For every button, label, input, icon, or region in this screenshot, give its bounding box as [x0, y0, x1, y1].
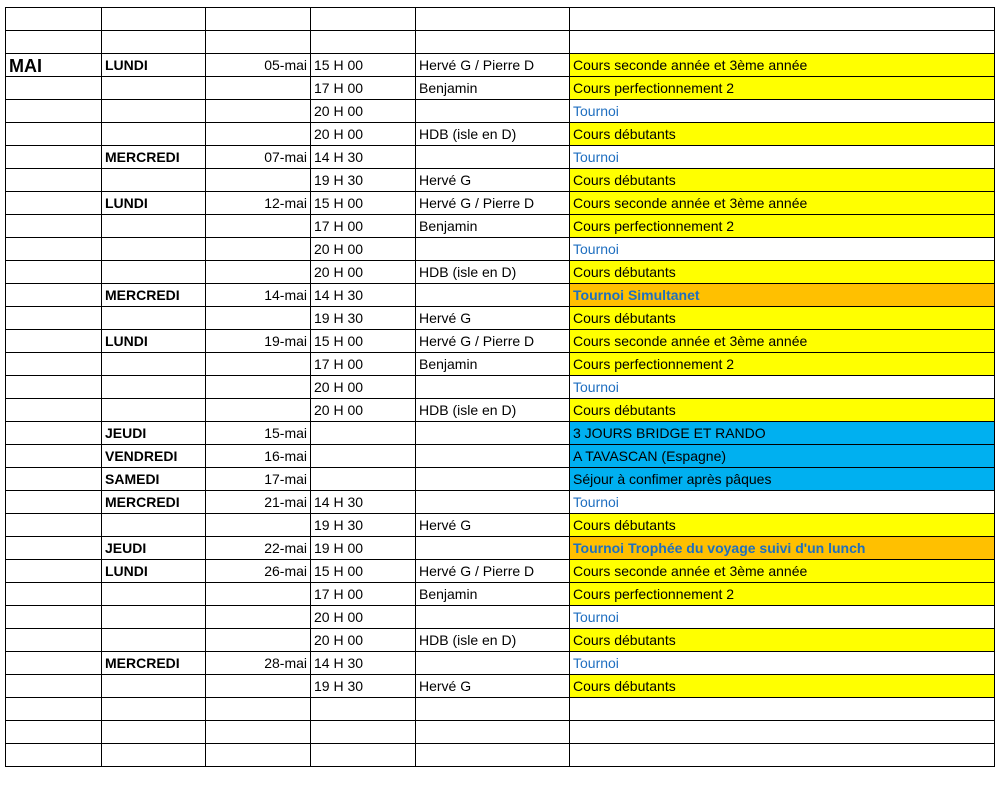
date-cell[interactable]: 26-mai: [206, 560, 311, 583]
date-cell[interactable]: [206, 629, 311, 652]
month-cell[interactable]: [6, 606, 102, 629]
month-cell[interactable]: [6, 468, 102, 491]
day-cell[interactable]: [102, 238, 206, 261]
activity-cell[interactable]: [570, 721, 995, 744]
date-cell[interactable]: 16-mai: [206, 445, 311, 468]
table-row: [6, 698, 995, 721]
day-cell[interactable]: [102, 77, 206, 100]
month-cell[interactable]: [6, 238, 102, 261]
time-cell[interactable]: 19 H 00: [311, 537, 416, 560]
day-cell[interactable]: [102, 744, 206, 767]
day-cell[interactable]: LUNDI: [102, 192, 206, 215]
time-cell[interactable]: 17 H 00: [311, 583, 416, 606]
table-row: [6, 376, 995, 399]
date-cell[interactable]: [206, 8, 311, 31]
instructor-cell[interactable]: Hervé G: [416, 169, 570, 192]
time-cell[interactable]: 20 H 00: [311, 399, 416, 422]
date-cell[interactable]: 12-mai: [206, 192, 311, 215]
table-row: [6, 54, 995, 77]
activity-cell[interactable]: 3 JOURS BRIDGE ET RANDO: [570, 422, 995, 445]
table-row: [6, 215, 995, 238]
table-row: [6, 261, 995, 284]
table-row: [6, 192, 995, 215]
day-cell[interactable]: [102, 261, 206, 284]
activity-cell[interactable]: Séjour à confimer après pâques: [570, 468, 995, 491]
day-cell[interactable]: [102, 123, 206, 146]
activity-cell[interactable]: A TAVASCAN (Espagne): [570, 445, 995, 468]
day-cell[interactable]: [102, 376, 206, 399]
date-cell[interactable]: [206, 238, 311, 261]
activity-cell[interactable]: [570, 698, 995, 721]
time-cell[interactable]: 17 H 00: [311, 353, 416, 376]
month-cell[interactable]: [6, 146, 102, 169]
table-row: [6, 652, 995, 675]
activity-cell[interactable]: [570, 31, 995, 54]
instructor-cell[interactable]: [416, 31, 570, 54]
activity-cell[interactable]: Tournoi: [570, 238, 995, 261]
date-cell[interactable]: 22-mai: [206, 537, 311, 560]
date-cell[interactable]: [206, 77, 311, 100]
month-cell[interactable]: MAI: [6, 54, 102, 77]
day-cell[interactable]: [102, 307, 206, 330]
date-cell[interactable]: [206, 744, 311, 767]
date-cell[interactable]: [206, 123, 311, 146]
month-cell[interactable]: [6, 123, 102, 146]
day-cell[interactable]: MERCREDI: [102, 284, 206, 307]
instructor-cell[interactable]: [416, 491, 570, 514]
date-cell[interactable]: 15-mai: [206, 422, 311, 445]
date-cell[interactable]: [206, 307, 311, 330]
instructor-cell[interactable]: [416, 376, 570, 399]
month-cell[interactable]: [6, 8, 102, 31]
day-cell[interactable]: JEUDI: [102, 422, 206, 445]
day-cell[interactable]: JEUDI: [102, 537, 206, 560]
activity-cell[interactable]: Cours débutants: [570, 307, 995, 330]
table-row: [6, 537, 995, 560]
activity-cell[interactable]: Tournoi: [570, 376, 995, 399]
time-cell[interactable]: 19 H 30: [311, 307, 416, 330]
instructor-cell[interactable]: [416, 721, 570, 744]
date-cell[interactable]: [206, 376, 311, 399]
time-cell[interactable]: 14 H 30: [311, 146, 416, 169]
instructor-cell[interactable]: [416, 537, 570, 560]
month-cell[interactable]: [6, 192, 102, 215]
instructor-cell[interactable]: [416, 445, 570, 468]
activity-cell[interactable]: Tournoi: [570, 491, 995, 514]
date-cell[interactable]: 21-mai: [206, 491, 311, 514]
table-row: [6, 100, 995, 123]
table-row: [6, 399, 995, 422]
activity-cell[interactable]: Cours débutants: [570, 675, 995, 698]
date-cell[interactable]: [206, 261, 311, 284]
table-row: [6, 238, 995, 261]
month-cell[interactable]: [6, 169, 102, 192]
activity-cell[interactable]: [570, 8, 995, 31]
time-cell[interactable]: 15 H 00: [311, 560, 416, 583]
month-cell[interactable]: [6, 353, 102, 376]
day-cell[interactable]: LUNDI: [102, 560, 206, 583]
day-cell[interactable]: SAMEDI: [102, 468, 206, 491]
table-row: [6, 491, 995, 514]
month-cell[interactable]: [6, 652, 102, 675]
time-cell[interactable]: [311, 31, 416, 54]
day-cell[interactable]: VENDREDI: [102, 445, 206, 468]
day-cell[interactable]: [102, 399, 206, 422]
time-cell[interactable]: 14 H 30: [311, 284, 416, 307]
instructor-cell[interactable]: HDB (isle en D): [416, 399, 570, 422]
date-cell[interactable]: [206, 606, 311, 629]
time-cell[interactable]: 20 H 00: [311, 606, 416, 629]
table-row: [6, 169, 995, 192]
activity-cell[interactable]: Cours seconde année et 3ème année: [570, 560, 995, 583]
month-cell[interactable]: [6, 675, 102, 698]
time-cell[interactable]: 20 H 00: [311, 629, 416, 652]
day-cell[interactable]: MERCREDI: [102, 491, 206, 514]
date-cell[interactable]: 17-mai: [206, 468, 311, 491]
table-row: [6, 123, 995, 146]
date-cell[interactable]: [206, 698, 311, 721]
instructor-cell[interactable]: HDB (isle en D): [416, 629, 570, 652]
month-cell[interactable]: [6, 307, 102, 330]
activity-cell[interactable]: Cours seconde année et 3ème année: [570, 54, 995, 77]
instructor-cell[interactable]: [416, 744, 570, 767]
month-cell[interactable]: [6, 537, 102, 560]
instructor-cell[interactable]: Hervé G: [416, 675, 570, 698]
activity-cell[interactable]: Tournoi: [570, 100, 995, 123]
month-cell[interactable]: [6, 698, 102, 721]
activity-cell[interactable]: Tournoi: [570, 606, 995, 629]
instructor-cell[interactable]: [416, 100, 570, 123]
day-cell[interactable]: [102, 169, 206, 192]
table-row: [6, 330, 995, 353]
table-row: [6, 307, 995, 330]
activity-cell[interactable]: Cours débutants: [570, 514, 995, 537]
date-cell[interactable]: [206, 583, 311, 606]
instructor-cell[interactable]: [416, 284, 570, 307]
day-cell[interactable]: [102, 721, 206, 744]
date-cell[interactable]: 19-mai: [206, 330, 311, 353]
day-cell[interactable]: LUNDI: [102, 54, 206, 77]
table-row: [6, 422, 995, 445]
time-cell[interactable]: 19 H 30: [311, 675, 416, 698]
month-cell[interactable]: [6, 422, 102, 445]
date-cell[interactable]: 05-mai: [206, 54, 311, 77]
activity-cell[interactable]: Tournoi: [570, 652, 995, 675]
month-cell[interactable]: [6, 330, 102, 353]
time-cell[interactable]: 20 H 00: [311, 261, 416, 284]
activity-cell[interactable]: Cours débutants: [570, 399, 995, 422]
month-cell[interactable]: [6, 399, 102, 422]
time-cell[interactable]: 14 H 30: [311, 652, 416, 675]
instructor-cell[interactable]: Benjamin: [416, 583, 570, 606]
instructor-cell[interactable]: [416, 422, 570, 445]
activity-cell[interactable]: Tournoi Trophée du voyage suivi d'un lunch: [570, 537, 995, 560]
activity-cell[interactable]: Cours perfectionnement 2: [570, 583, 995, 606]
activity-cell[interactable]: Cours seconde année et 3ème année: [570, 330, 995, 353]
instructor-cell[interactable]: [416, 606, 570, 629]
table-row: [6, 445, 995, 468]
time-cell[interactable]: 17 H 00: [311, 77, 416, 100]
month-cell[interactable]: [6, 583, 102, 606]
month-cell[interactable]: [6, 744, 102, 767]
month-cell[interactable]: [6, 100, 102, 123]
table-row: [6, 606, 995, 629]
time-cell[interactable]: 15 H 00: [311, 54, 416, 77]
day-cell[interactable]: MERCREDI: [102, 146, 206, 169]
activity-cell[interactable]: Tournoi Simultanet: [570, 284, 995, 307]
instructor-cell[interactable]: Benjamin: [416, 215, 570, 238]
instructor-cell[interactable]: Hervé G / Pierre D: [416, 54, 570, 77]
time-cell[interactable]: 15 H 00: [311, 330, 416, 353]
table-row: [6, 146, 995, 169]
date-cell[interactable]: 14-mai: [206, 284, 311, 307]
date-cell[interactable]: [206, 353, 311, 376]
day-cell[interactable]: LUNDI: [102, 330, 206, 353]
time-cell[interactable]: [311, 744, 416, 767]
time-cell[interactable]: [311, 721, 416, 744]
time-cell[interactable]: 19 H 30: [311, 514, 416, 537]
activity-cell[interactable]: Cours perfectionnement 2: [570, 77, 995, 100]
month-cell[interactable]: [6, 514, 102, 537]
date-cell[interactable]: [206, 215, 311, 238]
date-cell[interactable]: [206, 721, 311, 744]
month-cell[interactable]: [6, 77, 102, 100]
activity-cell[interactable]: Tournoi: [570, 146, 995, 169]
time-cell[interactable]: 20 H 00: [311, 100, 416, 123]
table-row: [6, 31, 995, 54]
instructor-cell[interactable]: Benjamin: [416, 77, 570, 100]
activity-cell[interactable]: Cours débutants: [570, 629, 995, 652]
time-cell[interactable]: 20 H 00: [311, 238, 416, 261]
table-row: [6, 629, 995, 652]
day-cell[interactable]: [102, 215, 206, 238]
time-cell[interactable]: 17 H 00: [311, 215, 416, 238]
instructor-cell[interactable]: Hervé G: [416, 307, 570, 330]
activity-cell[interactable]: Cours débutants: [570, 169, 995, 192]
instructor-cell[interactable]: HDB (isle en D): [416, 261, 570, 284]
instructor-cell[interactable]: [416, 238, 570, 261]
day-cell[interactable]: [102, 100, 206, 123]
table-row: [6, 77, 995, 100]
day-cell[interactable]: [102, 514, 206, 537]
month-cell[interactable]: [6, 629, 102, 652]
date-cell[interactable]: [206, 100, 311, 123]
instructor-cell[interactable]: [416, 146, 570, 169]
date-cell[interactable]: [206, 675, 311, 698]
time-cell[interactable]: 20 H 00: [311, 123, 416, 146]
time-cell[interactable]: 15 H 00: [311, 192, 416, 215]
table-row: [6, 468, 995, 491]
date-cell[interactable]: [206, 399, 311, 422]
table-row: [6, 675, 995, 698]
day-cell[interactable]: [102, 698, 206, 721]
instructor-cell[interactable]: HDB (isle en D): [416, 123, 570, 146]
instructor-cell[interactable]: [416, 698, 570, 721]
day-cell[interactable]: [102, 8, 206, 31]
month-cell[interactable]: [6, 445, 102, 468]
table-row: [6, 744, 995, 767]
day-cell[interactable]: [102, 675, 206, 698]
instructor-cell[interactable]: [416, 468, 570, 491]
table-row: [6, 514, 995, 537]
time-cell[interactable]: 20 H 00: [311, 376, 416, 399]
table-row: [6, 353, 995, 376]
activity-cell[interactable]: Cours seconde année et 3ème année: [570, 192, 995, 215]
instructor-cell[interactable]: Hervé G / Pierre D: [416, 560, 570, 583]
day-cell[interactable]: [102, 629, 206, 652]
time-cell[interactable]: [311, 698, 416, 721]
month-cell[interactable]: [6, 376, 102, 399]
month-cell[interactable]: [6, 261, 102, 284]
day-cell[interactable]: [102, 606, 206, 629]
month-cell[interactable]: [6, 560, 102, 583]
date-cell[interactable]: 28-mai: [206, 652, 311, 675]
activity-cell[interactable]: Cours perfectionnement 2: [570, 215, 995, 238]
instructor-cell[interactable]: Hervé G / Pierre D: [416, 330, 570, 353]
date-cell[interactable]: [206, 169, 311, 192]
activity-cell[interactable]: Cours débutants: [570, 123, 995, 146]
day-cell[interactable]: [102, 353, 206, 376]
instructor-cell[interactable]: Hervé G: [416, 514, 570, 537]
time-cell[interactable]: 14 H 30: [311, 491, 416, 514]
day-cell[interactable]: [102, 583, 206, 606]
day-cell[interactable]: [102, 31, 206, 54]
table-row: [6, 560, 995, 583]
schedule-body: [6, 8, 995, 767]
instructor-cell[interactable]: [416, 8, 570, 31]
schedule-table: [5, 7, 995, 767]
month-cell[interactable]: [6, 491, 102, 514]
instructor-cell[interactable]: [416, 652, 570, 675]
time-cell[interactable]: [311, 422, 416, 445]
time-cell[interactable]: [311, 468, 416, 491]
table-row: [6, 8, 995, 31]
month-cell[interactable]: [6, 721, 102, 744]
table-row: [6, 721, 995, 744]
day-cell[interactable]: MERCREDI: [102, 652, 206, 675]
activity-cell[interactable]: Cours débutants: [570, 261, 995, 284]
instructor-cell[interactable]: Benjamin: [416, 353, 570, 376]
time-cell[interactable]: [311, 445, 416, 468]
table-row: [6, 284, 995, 307]
date-cell[interactable]: 07-mai: [206, 146, 311, 169]
month-cell[interactable]: [6, 215, 102, 238]
activity-cell[interactable]: [570, 744, 995, 767]
time-cell[interactable]: [311, 8, 416, 31]
table-row: [6, 583, 995, 606]
time-cell[interactable]: 19 H 30: [311, 169, 416, 192]
activity-cell[interactable]: Cours perfectionnement 2: [570, 353, 995, 376]
date-cell[interactable]: [206, 514, 311, 537]
instructor-cell[interactable]: Hervé G / Pierre D: [416, 192, 570, 215]
month-cell[interactable]: [6, 31, 102, 54]
month-cell[interactable]: [6, 284, 102, 307]
date-cell[interactable]: [206, 31, 311, 54]
